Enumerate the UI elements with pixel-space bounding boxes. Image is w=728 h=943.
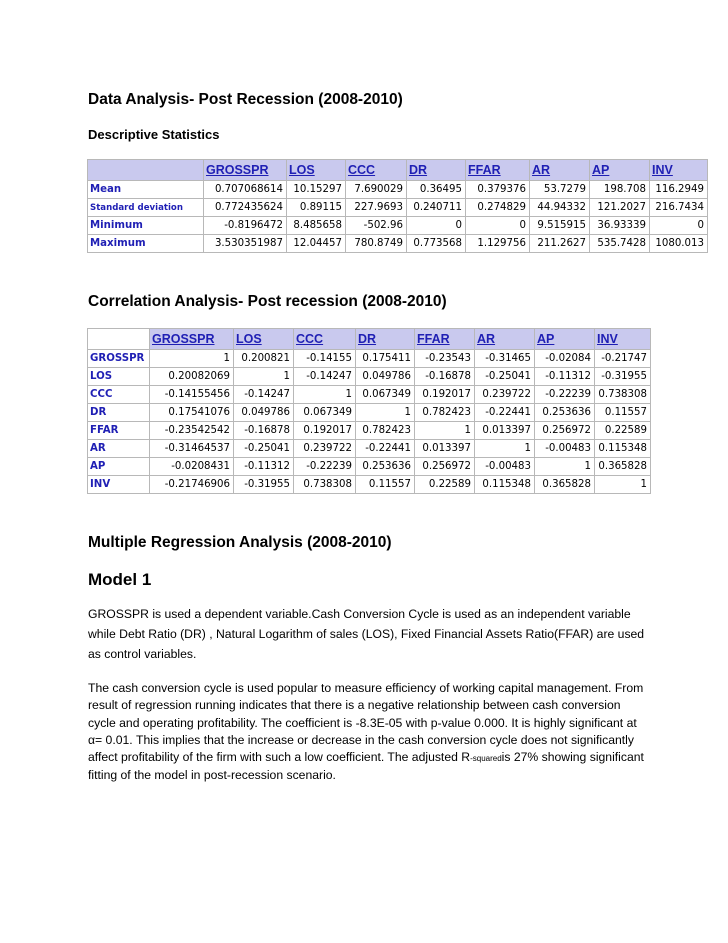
correlation-table-cell: 1: [595, 476, 651, 494]
correlation-table-cell: 0.115348: [475, 476, 535, 494]
correlation-table-cell: -0.22441: [356, 440, 415, 458]
section-title-correlation-analysis: Correlation Analysis- Post recession (2008-2010): [88, 293, 447, 310]
correlation-table-row-label: FFAR: [88, 422, 150, 440]
correlation-table-row-label: GROSSPR: [88, 350, 150, 368]
correlation-table-cell: 0.20082069: [150, 368, 234, 386]
correlation-table-cell: -0.16878: [234, 422, 294, 440]
descriptive-table-row-label: Minimum: [88, 217, 204, 235]
correlation-table-column-header: INV: [595, 329, 651, 350]
correlation-table-cell: 1: [415, 422, 475, 440]
descriptive-table-cell: 0.379376: [466, 181, 530, 199]
descriptive-table-cell: 0.274829: [466, 199, 530, 217]
descriptive-table-cell: 0.772435624: [204, 199, 287, 217]
descriptive-table-row: [88, 217, 708, 235]
correlation-table-row: [88, 422, 651, 440]
descriptive-table-cell: 0.773568: [407, 235, 466, 253]
descriptive-table-cell: 3.530351987: [204, 235, 287, 253]
correlation-table-row-label: AP: [88, 458, 150, 476]
correlation-table-row-label: DR: [88, 404, 150, 422]
section-title-data-analysis: Data Analysis- Post Recession (2008-2010): [88, 91, 403, 108]
correlation-table-cell: 0.192017: [294, 422, 356, 440]
correlation-table-cell: -0.21747: [595, 350, 651, 368]
correlation-table-cell: 1: [475, 440, 535, 458]
descriptive-table-cell: 121.2027: [590, 199, 650, 217]
descriptive-table-cell: -502.96: [346, 217, 407, 235]
descriptive-table-cell: 44.94332: [530, 199, 590, 217]
descriptive-table-cell: 0: [650, 217, 708, 235]
descriptive-table-cell: 9.515915: [530, 217, 590, 235]
descriptive-table-column-header: AP: [590, 160, 650, 181]
correlation-table-cell: 0.782423: [356, 422, 415, 440]
descriptive-table-column-header: CCC: [346, 160, 407, 181]
correlation-table-cell: 0.11557: [356, 476, 415, 494]
correlation-table-cell: -0.0208431: [150, 458, 234, 476]
descriptive-table-cell: -0.8196472: [204, 217, 287, 235]
correlation-table-header-corner: [88, 329, 150, 350]
descriptive-table-row-label: Maximum: [88, 235, 204, 253]
correlation-table-cell: 0.782423: [415, 404, 475, 422]
correlation-table-cell: 0.738308: [294, 476, 356, 494]
correlation-table-row: [88, 458, 651, 476]
descriptive-table-column-header: LOS: [287, 160, 346, 181]
correlation-table-cell: 1: [535, 458, 595, 476]
correlation-table-cell: -0.00483: [475, 458, 535, 476]
correlation-table-cell: 0.11557: [595, 404, 651, 422]
correlation-table-cell: 0.17541076: [150, 404, 234, 422]
descriptive-table-cell: 1.129756: [466, 235, 530, 253]
correlation-table-cell: -0.22239: [535, 386, 595, 404]
descriptive-table-cell: 227.9693: [346, 199, 407, 217]
correlation-table-row-label: INV: [88, 476, 150, 494]
descriptive-table-row-label: Standard deviation: [88, 199, 204, 217]
paragraph-text-part1: The cash conversion cycle is used popular to measure efficiency of working capital management. From result of regression running indicates that there is a negative relationship between cash conversion cycle and operating profitability. The coefficient is -8.3E-05 with p-value 0.000. It is highly significant at α= 0.01. This implies that the increase or decrease in the cash conversion cycle does not significantly affect profitability of the firm with such a low coefficient. The adjusted R: [88, 681, 644, 765]
correlation-table-row-label: AR: [88, 440, 150, 458]
descriptive-table-cell: 0: [466, 217, 530, 235]
descriptive-table-row: [88, 235, 708, 253]
correlation-table-cell: -0.31955: [234, 476, 294, 494]
section-title-multiple-regression: Multiple Regression Analysis (2008-2010): [88, 534, 392, 551]
descriptive-table-cell: 1080.013: [650, 235, 708, 253]
correlation-table-cell: -0.11312: [234, 458, 294, 476]
descriptive-table-cell: 12.04457: [287, 235, 346, 253]
correlation-table-row: [88, 368, 651, 386]
correlation-table-cell: -0.22441: [475, 404, 535, 422]
correlation-table-cell: 0.253636: [535, 404, 595, 422]
paragraph-text-part2: is 27% showing significant fitting of the model in post-recession scenario.: [88, 750, 644, 783]
correlation-table-column-header: AP: [535, 329, 595, 350]
descriptive-table-cell: 216.7434: [650, 199, 708, 217]
correlation-table-cell: 0.067349: [294, 404, 356, 422]
correlation-table-column-header: FFAR: [415, 329, 475, 350]
subtitle-descriptive-statistics: Descriptive Statistics: [88, 127, 220, 142]
correlation-table-cell: 0.738308: [595, 386, 651, 404]
descriptive-table-cell: 53.7279: [530, 181, 590, 199]
correlation-table: [87, 328, 651, 494]
correlation-table-cell: 0.175411: [356, 350, 415, 368]
correlation-table-column-header: GROSSPR: [150, 329, 234, 350]
correlation-table-cell: 0.049786: [234, 404, 294, 422]
correlation-table-cell: 0.253636: [356, 458, 415, 476]
descriptive-table-column-header: GROSSPR: [204, 160, 287, 181]
correlation-table-row-label: LOS: [88, 368, 150, 386]
descriptive-table-cell: 116.2949: [650, 181, 708, 199]
correlation-table-cell: -0.23542542: [150, 422, 234, 440]
correlation-table-cell: -0.00483: [535, 440, 595, 458]
descriptive-table-cell: 0.36495: [407, 181, 466, 199]
correlation-table-row-label: CCC: [88, 386, 150, 404]
correlation-table-cell: 0.365828: [595, 458, 651, 476]
correlation-table-row: [88, 350, 651, 368]
correlation-table-cell: -0.25041: [475, 368, 535, 386]
descriptive-table-cell: 8.485658: [287, 217, 346, 235]
descriptive-table-cell: 0: [407, 217, 466, 235]
correlation-table-cell: 0.256972: [535, 422, 595, 440]
descriptive-table-row: [88, 181, 708, 199]
correlation-table-cell: -0.23543: [415, 350, 475, 368]
correlation-table-cell: -0.14247: [234, 386, 294, 404]
correlation-table-cell: -0.21746906: [150, 476, 234, 494]
correlation-table-row: [88, 440, 651, 458]
correlation-table-cell: -0.31464537: [150, 440, 234, 458]
descriptive-table-column-header: DR: [407, 160, 466, 181]
correlation-table-cell: 0.013397: [475, 422, 535, 440]
correlation-table-cell: 0.239722: [294, 440, 356, 458]
model-heading: Model 1: [88, 570, 152, 589]
correlation-table-row: [88, 404, 651, 422]
descriptive-table-row: [88, 199, 708, 217]
correlation-table-cell: 0.115348: [595, 440, 651, 458]
descriptive-table-cell: 10.15297: [287, 181, 346, 199]
correlation-table-cell: -0.16878: [415, 368, 475, 386]
descriptive-table-header-row: [88, 160, 708, 181]
descriptive-table-header-corner: [88, 160, 204, 181]
descriptive-table-column-header: INV: [650, 160, 708, 181]
correlation-table-cell: 1: [294, 386, 356, 404]
correlation-table-cell: -0.31955: [595, 368, 651, 386]
r-squared-subscript: -squared: [470, 754, 502, 764]
correlation-table-cell: -0.11312: [535, 368, 595, 386]
descriptive-table-column-header: FFAR: [466, 160, 530, 181]
correlation-table-cell: -0.02084: [535, 350, 595, 368]
correlation-table-cell: -0.22239: [294, 458, 356, 476]
correlation-table-cell: -0.31465: [475, 350, 535, 368]
correlation-table-cell: 0.200821: [234, 350, 294, 368]
correlation-table-cell: 1: [356, 404, 415, 422]
correlation-table-cell: 0.365828: [535, 476, 595, 494]
correlation-table-cell: 0.22589: [595, 422, 651, 440]
correlation-table-cell: -0.14155456: [150, 386, 234, 404]
correlation-table-cell: 0.256972: [415, 458, 475, 476]
descriptive-table-cell: 7.690029: [346, 181, 407, 199]
descriptive-table-cell: 0.707068614: [204, 181, 287, 199]
correlation-table-column-header: CCC: [294, 329, 356, 350]
descriptive-table-cell: 211.2627: [530, 235, 590, 253]
correlation-table-cell: 0.22589: [415, 476, 475, 494]
descriptive-table-row-label: Mean: [88, 181, 204, 199]
correlation-table-cell: 0.067349: [356, 386, 415, 404]
correlation-table-cell: -0.25041: [234, 440, 294, 458]
regression-interpretation-paragraph: [88, 680, 648, 785]
correlation-table-cell: 0.239722: [475, 386, 535, 404]
descriptive-table-cell: 780.8749: [346, 235, 407, 253]
correlation-table-column-header: AR: [475, 329, 535, 350]
correlation-table-cell: 1: [150, 350, 234, 368]
model-description-paragraph: GROSSPR is used a dependent variable.Cash Conversion Cycle is used as an independent variable while Debt Ratio (DR) , Natural Logarithm of sales (LOS), Fixed Financial Assets Ratio(FFAR) are used as control variables.: [88, 607, 645, 661]
correlation-table-cell: 0.192017: [415, 386, 475, 404]
correlation-table-cell: -0.14155: [294, 350, 356, 368]
descriptive-table-cell: 0.240711: [407, 199, 466, 217]
correlation-table-row: [88, 386, 651, 404]
descriptive-table-cell: 535.7428: [590, 235, 650, 253]
descriptive-table-cell: 36.93339: [590, 217, 650, 235]
correlation-table-header-row: [88, 329, 651, 350]
correlation-table-row: [88, 476, 651, 494]
descriptive-table-column-header: AR: [530, 160, 590, 181]
correlation-table-column-header: LOS: [234, 329, 294, 350]
descriptive-table-cell: 198.708: [590, 181, 650, 199]
correlation-table-cell: -0.14247: [294, 368, 356, 386]
correlation-table-column-header: DR: [356, 329, 415, 350]
correlation-table-cell: 0.049786: [356, 368, 415, 386]
correlation-table-cell: 0.013397: [415, 440, 475, 458]
descriptive-statistics-table: [87, 159, 708, 253]
correlation-table-cell: 1: [234, 368, 294, 386]
descriptive-table-cell: 0.89115: [287, 199, 346, 217]
